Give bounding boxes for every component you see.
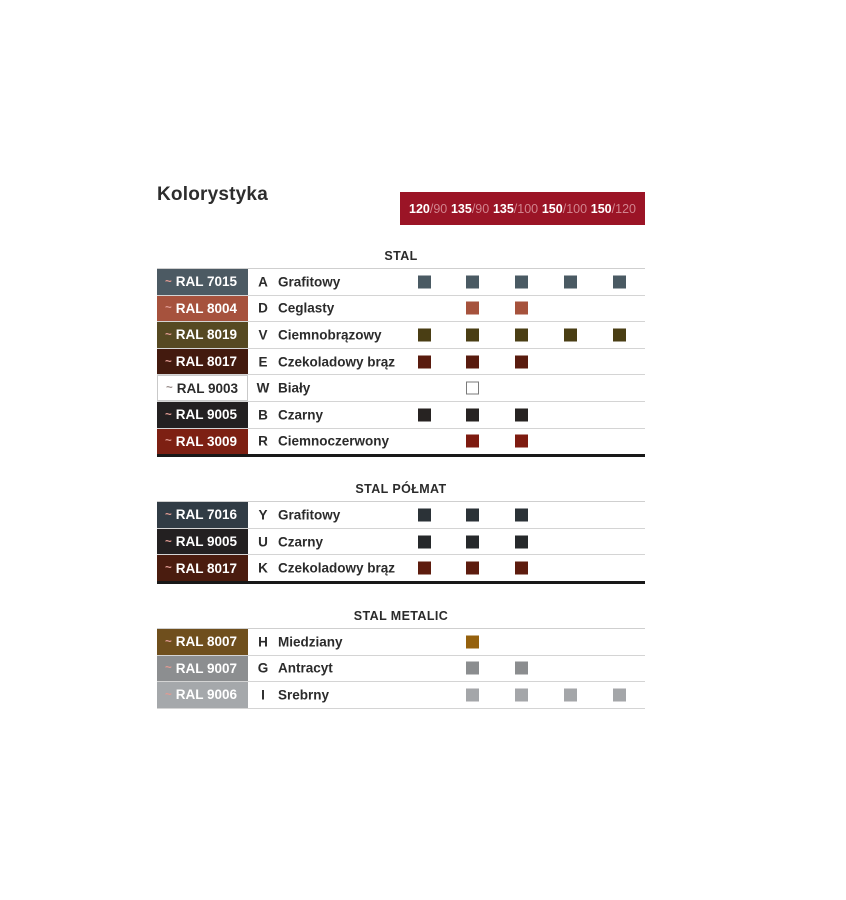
color-swatch — [466, 355, 479, 368]
color-swatch — [418, 508, 431, 521]
color-swatch — [515, 435, 528, 448]
table-row — [157, 629, 645, 656]
tilde-prefix: ~ — [165, 535, 172, 548]
color-swatch — [466, 435, 479, 448]
color-swatch — [418, 275, 431, 288]
ral-code: RAL 8017 — [175, 354, 238, 370]
color-swatch — [466, 302, 479, 315]
size-variant: /120 — [611, 201, 636, 216]
ral-label — [157, 269, 248, 295]
color-swatch — [466, 328, 479, 341]
color-swatch — [418, 562, 431, 575]
color-swatch — [515, 662, 528, 675]
tilde-prefix: ~ — [165, 662, 172, 675]
size-header-item — [409, 202, 447, 216]
color-swatch — [466, 662, 479, 675]
color-name: Miedziany — [278, 634, 343, 650]
size-value: 150 — [590, 201, 612, 216]
row-letter-code: G — [257, 660, 269, 676]
row-letter-code: A — [258, 274, 268, 290]
color-swatch — [564, 688, 577, 701]
ral-label — [157, 375, 248, 401]
row-letter-code: B — [258, 407, 268, 423]
color-swatch — [515, 328, 528, 341]
table-row — [157, 682, 645, 709]
row-letter-code: H — [258, 634, 268, 650]
ral-code: RAL 8007 — [175, 634, 238, 650]
tilde-prefix: ~ — [165, 435, 172, 448]
color-name: Grafitowy — [278, 274, 341, 290]
tilde-prefix: ~ — [166, 382, 173, 395]
tilde-prefix: ~ — [165, 562, 172, 575]
color-swatch — [466, 382, 479, 395]
color-name: Srebrny — [278, 687, 330, 703]
table-row — [157, 656, 645, 683]
ral-code: RAL 7016 — [175, 507, 238, 523]
tilde-prefix: ~ — [165, 275, 172, 288]
color-swatch — [564, 275, 577, 288]
tilde-prefix: ~ — [165, 328, 172, 341]
size-variant: /90 — [471, 201, 490, 216]
tilde-prefix: ~ — [165, 635, 172, 648]
ral-label — [157, 529, 248, 555]
row-letter-code: R — [258, 433, 268, 449]
color-swatch — [515, 275, 528, 288]
size-value: 135 — [492, 201, 514, 216]
ral-code: RAL 9005 — [175, 407, 238, 423]
ral-code: RAL 3009 — [175, 433, 238, 449]
size-value: 150 — [541, 201, 563, 216]
size-variant: /100 — [562, 201, 588, 216]
color-swatch — [466, 635, 479, 648]
table-row — [157, 429, 645, 458]
table-row — [157, 269, 645, 296]
row-letter-code: D — [258, 300, 268, 316]
section-title: STAL METALIC — [353, 608, 449, 623]
size-value: 120 — [409, 201, 430, 216]
section-rows — [157, 628, 645, 709]
color-swatch — [466, 275, 479, 288]
ral-code: RAL 9005 — [175, 534, 238, 550]
table-row — [157, 296, 645, 323]
table-row — [157, 375, 645, 402]
section-title: STAL PÓŁMAT — [355, 482, 447, 497]
color-name: Czekoladowy brąz — [278, 354, 396, 370]
row-letter-code: V — [258, 327, 268, 343]
ral-label — [157, 682, 248, 708]
color-name: Antracyt — [278, 660, 333, 676]
color-swatch — [613, 275, 626, 288]
ral-code: RAL 9007 — [175, 660, 238, 676]
page-title: Kolorystyka — [157, 184, 268, 205]
color-name: Ceglasty — [278, 300, 335, 316]
tilde-prefix: ~ — [165, 688, 172, 701]
ral-label — [157, 555, 248, 581]
color-swatch — [564, 328, 577, 341]
color-swatch — [466, 508, 479, 521]
ral-label — [157, 656, 248, 682]
tilde-prefix: ~ — [165, 508, 172, 521]
table-row — [157, 402, 645, 429]
ral-code: RAL 9003 — [176, 380, 239, 396]
color-name: Biały — [278, 380, 311, 396]
color-name: Ciemnobrązowy — [278, 327, 382, 343]
ral-code: RAL 8004 — [175, 300, 238, 316]
color-swatch — [466, 688, 479, 701]
size-header-item — [493, 202, 538, 216]
table-row — [157, 529, 645, 556]
row-letter-code: Y — [258, 507, 268, 523]
color-swatch — [515, 408, 528, 421]
size-header-banner — [400, 192, 645, 225]
size-variant: /90 — [429, 201, 448, 216]
ral-label — [157, 429, 248, 455]
tilde-prefix: ~ — [165, 302, 172, 315]
ral-label — [157, 502, 248, 528]
tilde-prefix: ~ — [165, 355, 172, 368]
ral-label — [157, 322, 248, 348]
size-header-item — [451, 202, 489, 216]
table-row — [157, 502, 645, 529]
color-swatch — [466, 535, 479, 548]
ral-label — [157, 349, 248, 375]
size-header-item — [542, 202, 587, 216]
ral-label — [157, 402, 248, 428]
color-swatch — [613, 328, 626, 341]
color-name: Czekoladowy brąz — [278, 560, 396, 576]
color-table — [157, 240, 645, 709]
ral-label — [157, 629, 248, 655]
row-letter-code: E — [258, 354, 268, 370]
color-swatch — [515, 562, 528, 575]
color-swatch — [418, 408, 431, 421]
color-name: Czarny — [278, 534, 324, 550]
section-stal-p-mat — [157, 473, 645, 584]
row-letter-code: U — [258, 534, 268, 550]
color-swatch — [613, 688, 626, 701]
ral-code: RAL 7015 — [175, 274, 238, 290]
section-rows — [157, 501, 645, 584]
ral-code: RAL 9006 — [175, 687, 238, 703]
color-swatch — [418, 328, 431, 341]
section-stal-metalic — [157, 600, 645, 709]
row-letter-code: I — [261, 687, 265, 703]
section-rows — [157, 268, 645, 457]
color-swatch — [418, 535, 431, 548]
color-swatch — [466, 562, 479, 575]
color-swatch — [515, 355, 528, 368]
color-name: Grafitowy — [278, 507, 341, 523]
section-stal — [157, 240, 645, 457]
ral-code: RAL 8019 — [175, 327, 238, 343]
section-title: STAL — [384, 249, 418, 263]
color-swatch — [418, 355, 431, 368]
ral-code: RAL 8017 — [175, 560, 238, 576]
table-row — [157, 555, 645, 584]
size-value: 135 — [450, 201, 472, 216]
row-letter-code: W — [256, 380, 270, 396]
color-swatch — [515, 508, 528, 521]
color-swatch — [515, 302, 528, 315]
tilde-prefix: ~ — [165, 408, 172, 421]
color-name: Czarny — [278, 407, 324, 423]
color-swatch — [515, 688, 528, 701]
color-swatch — [466, 408, 479, 421]
size-header-item — [591, 202, 636, 216]
ral-label — [157, 296, 248, 322]
table-row — [157, 349, 645, 376]
table-row — [157, 322, 645, 349]
color-name: Ciemnoczerwony — [278, 433, 390, 449]
row-letter-code: K — [258, 560, 268, 576]
color-swatch — [515, 535, 528, 548]
size-variant: /100 — [513, 201, 539, 216]
